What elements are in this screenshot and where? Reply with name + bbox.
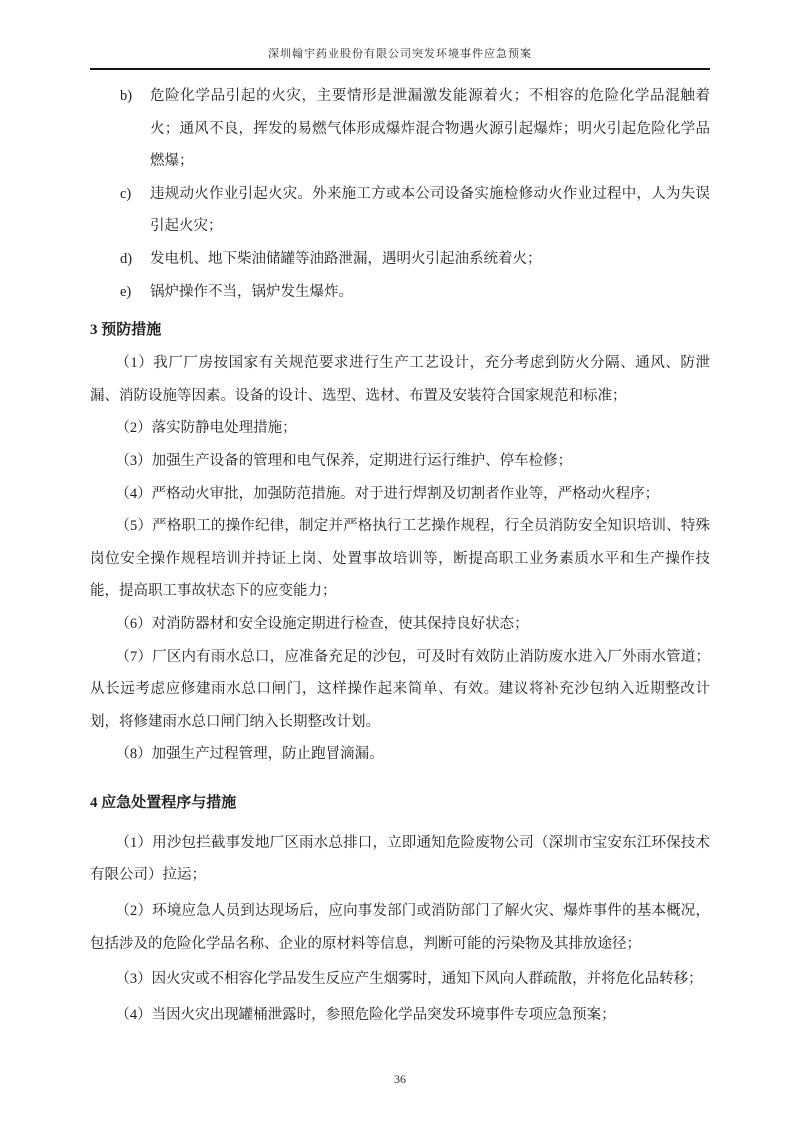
header-rule bbox=[90, 68, 710, 70]
header-title: 深圳翰宇药业股份有限公司突发环境事件应急预案 bbox=[268, 48, 532, 60]
response-paragraph-2: （2）环境应急人员到达现场后，应向事发部门或消防部门了解火灾、爆炸事件的基本概况，包括涉及的危险化学品名称、企业的原材料等信息，判断可能的污染物及其排放途径； bbox=[90, 903, 710, 952]
section4-heading: 4 应急处置程序与措施 bbox=[90, 794, 237, 811]
page-number: 36 bbox=[394, 1072, 406, 1086]
page-header bbox=[90, 0, 710, 70]
list-item-b bbox=[90, 80, 710, 178]
page-footer bbox=[0, 1072, 800, 1087]
response-paragraph-3: （3）因火灾或不相容化学品发生反应产生烟雾时，通知下风向人群疏散，并将危化品转移； bbox=[115, 971, 703, 988]
prevention-paragraph-5: （5）严格职工的操作纪律，制定并严格执行工艺操作规程，行全员消防安全知识培训、特殊岗位安全操作规程培训并持证上岗、处置事故培训等，断提高职工业务素质水平和生产操作技能，提高职工事故状态下的应变能力； bbox=[90, 518, 710, 600]
list-item-marker: b) bbox=[120, 88, 133, 104]
list-item-marker: c) bbox=[120, 185, 132, 202]
page-content bbox=[90, 80, 710, 1034]
list-item-text: 锅炉操作不当，锅炉发生爆炸。 bbox=[150, 283, 353, 300]
list-item-marker: d) bbox=[120, 250, 133, 267]
list-item-text: 发电机、地下柴油储罐等油路泄漏，遇明火引起油系统着火； bbox=[150, 250, 542, 267]
prevention-paragraph-1: （1）我厂厂房按国家有关规范要求进行生产工艺设计，充分考虑到防火分隔、通风、防泄漏、消防设施等因素。设备的设计、选型、选材、布置及安装符合国家规范和标准； bbox=[90, 355, 710, 404]
prevention-paragraph-6: （6）对消防器材和安全设施定期进行检查，使其保持良好状态； bbox=[115, 615, 529, 632]
prevention-paragraph-4: （4）严格动火审批，加强防范措施。对于进行焊割及切割者作业等，严格动火程序； bbox=[115, 485, 660, 502]
list-item-e bbox=[90, 276, 710, 309]
list-item-text: 危险化学品引起的火灾，主要情形是泄漏激发能源着火；不相容的危险化学品混触着火；通风不良，挥发的易燃气体形成爆炸混合物遇火源引起爆炸；明火引起危险化学品燃爆； bbox=[150, 88, 710, 170]
prevention-paragraph-8: （8）加强生产过程管理，防止跑冒滴漏。 bbox=[115, 746, 384, 763]
prevention-paragraph-3: （3）加强生产设备的管理和电气保养，定期进行运行维护、停车检修； bbox=[115, 452, 573, 469]
list-item-marker: e) bbox=[120, 283, 132, 300]
prevention-paragraph-7: （7）厂区内有雨水总口，应准备充足的沙包，可及时有效防止消防废水进入厂外雨水管道；从长远考虑应修建雨水总口闸门，这样操作起来简单、有效。建议将补充沙包纳入近期整改计划，将修建雨水总口闸门纳入长期整改计划。 bbox=[90, 648, 710, 730]
prevention-paragraph-2: （2）落实防静电处理措施； bbox=[115, 420, 297, 437]
response-paragraph-4: （4）当因火灾出现罐桶泄露时，参照危险化学品突发环境事件专项应急预案； bbox=[115, 1006, 616, 1023]
list-item-c bbox=[90, 178, 710, 243]
response-paragraph-1: （1）用沙包拦截事发地厂区雨水总排口，立即通知危险废物公司（深圳市宝安东江环保技术有限公司）拉运； bbox=[90, 834, 710, 884]
list-item-d bbox=[90, 243, 710, 276]
section3-heading: 3 预防措施 bbox=[90, 322, 162, 339]
list-item-text: 违规动火作业引起火灾。外来施工方或本公司设备实施检修动火作业过程中，人为失误引起火灾； bbox=[150, 185, 710, 235]
